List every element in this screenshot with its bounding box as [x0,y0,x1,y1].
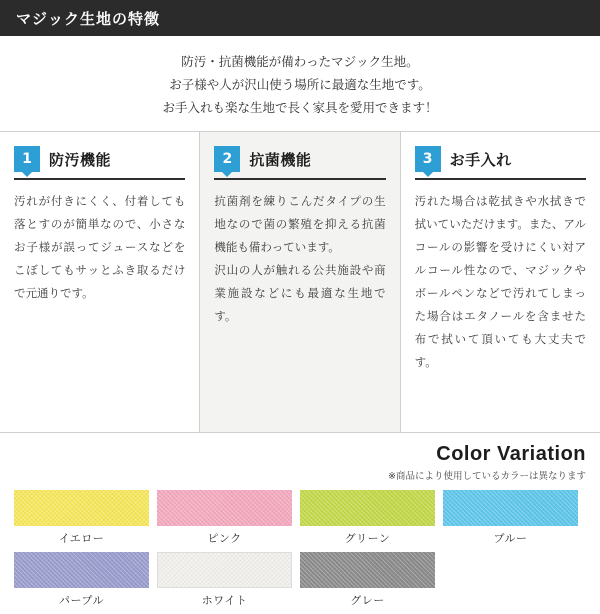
feature-title-3: お手入れ [449,150,512,169]
swatch-color-gray [300,552,435,588]
feature-card-2 [199,132,399,432]
swatch-item[interactable] [443,490,586,552]
swatch-item[interactable] [300,552,443,614]
lead-paragraph [0,36,600,131]
feature-paragraph: 抗菌剤を練りこんだタイプの生地なので菌の繁殖を抑える抗菌機能も備わっています。 [214,194,386,255]
swatch-label: パープル [58,594,104,608]
swatch-color-white [157,552,292,588]
swatch-item[interactable] [14,552,157,614]
header-bar [0,0,600,36]
feature-header-1 [14,146,185,180]
swatch-item[interactable] [157,490,300,552]
feature-title-1: 防汚機能 [49,150,112,169]
swatch-label: ホワイト [201,594,248,608]
page-title: マジック生地の特徴 [16,9,161,28]
feature-columns [0,131,600,433]
lead-line-1: 防汚・抗菌機能が備わったマジック生地。 [181,54,419,69]
swatch-color-blue [443,490,578,526]
feature-paragraph: 汚れた場合は乾拭きや水拭きで拭いていただけます。また、アルコールの影響を受けにくい対アルコール性なので、マジックやボールペンなどで汚れてしまった場合はエタノールを含ませた布で拭いて頂いても大丈夫です。 [414,194,586,370]
color-variation-note: ※商品により使用しているカラーは異なります [388,471,586,483]
number-badge-icon: 1 [14,146,40,172]
swatch-label: グレー [350,594,385,608]
swatch-item[interactable] [157,552,300,614]
feature-card-1 [0,132,199,432]
number-badge-icon: 3 [415,146,441,172]
swatch-grid [14,490,586,614]
feature-paragraph: 沢山の人が触れる公共施設や商業施設などにも最適な生地です。 [214,263,386,324]
lead-line-2: お子様や人が沢山使う場所に最適な生地です。 [169,77,431,93]
swatch-item[interactable] [300,490,443,552]
feature-body-1 [14,190,185,305]
swatch-label: ピンク [207,532,242,546]
feature-card-3 [400,132,600,432]
number-badge-icon: 2 [214,146,240,172]
swatch-color-pink [157,490,292,526]
color-variation-header [14,443,586,482]
lead-line-3: お手入れも楽な生地で長く家具を愛用できます！ [162,100,438,116]
feature-title-2: 抗菌機能 [249,150,312,169]
swatch-color-green [300,490,435,526]
feature-body-2 [214,190,385,328]
feature-body-3 [415,190,586,374]
swatch-color-purple [14,552,149,588]
swatch-item[interactable] [14,490,157,552]
color-variation-section [0,433,600,614]
swatch-label: ブルー [493,532,528,546]
feature-header-2 [214,146,385,180]
swatch-color-yellow [14,490,149,526]
color-variation-title: Color Variation [436,443,586,466]
swatch-label: イエロー [58,532,105,546]
feature-paragraph: 汚れが付きにくく、付着しても落とすのが簡単なので、小さなお子様が誤ってジュースなどをこぼしてもサッとふき取るだけで元通りです。 [14,194,186,301]
swatch-label: グリーン [344,532,391,546]
feature-header-3 [415,146,586,180]
